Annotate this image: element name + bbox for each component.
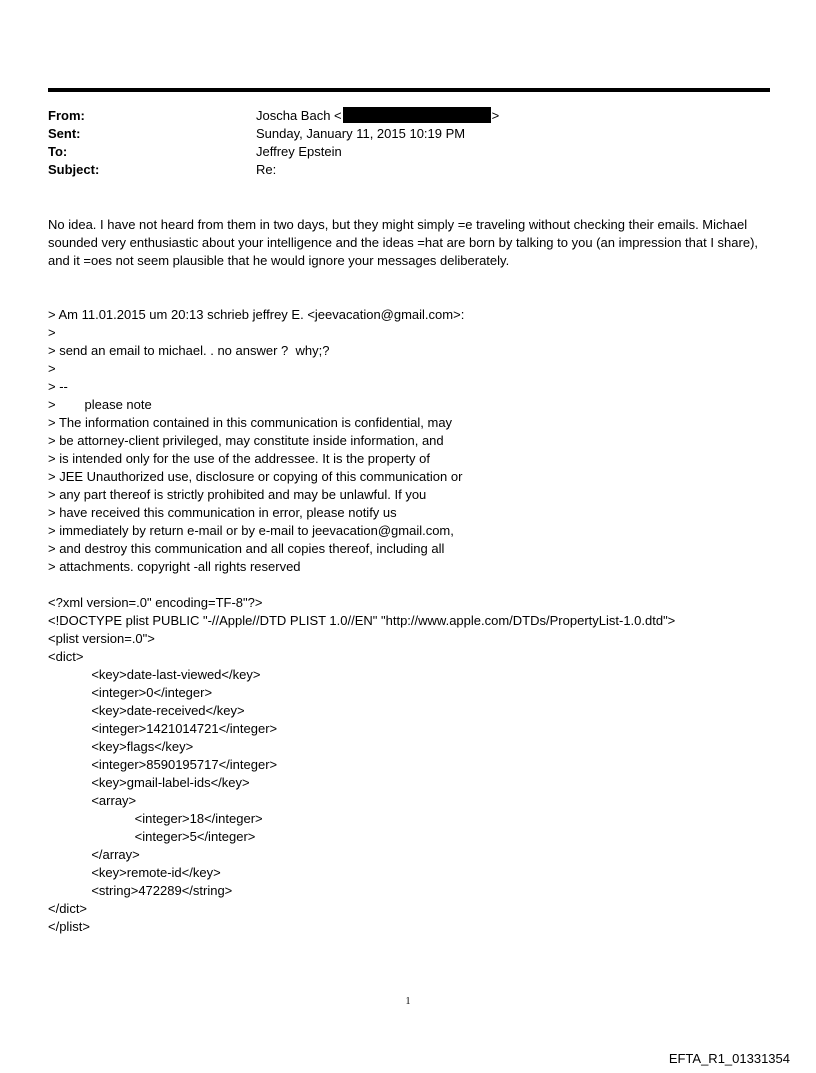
xml-line: <key>remote-id</key> bbox=[48, 865, 221, 880]
from-value bbox=[256, 107, 499, 125]
xml-line: </plist> bbox=[48, 919, 90, 934]
xml-line: </dict> bbox=[48, 901, 88, 916]
quoted-line: > bbox=[48, 325, 56, 340]
page-number: 1 bbox=[405, 996, 411, 1007]
xml-line: <key>flags</key> bbox=[48, 739, 194, 754]
quoted-line: > please note bbox=[48, 397, 152, 412]
quoted-line: > immediately by return e-mail or by e-mail to jeevacation@gmail.com, bbox=[48, 523, 454, 538]
quoted-line: > be attorney-client privileged, may constitute inside information, and bbox=[48, 433, 444, 448]
to-value: Jeffrey Epstein bbox=[256, 144, 342, 159]
plist-metadata bbox=[48, 594, 675, 936]
email-header bbox=[48, 107, 499, 179]
xml-line: <integer>1421014721</integer> bbox=[48, 721, 278, 736]
quoted-line: > have received this communication in error, please notify us bbox=[48, 505, 397, 520]
xml-line: <array> bbox=[48, 793, 137, 808]
redaction-box bbox=[343, 107, 491, 123]
xml-line: <key>gmail-label-ids</key> bbox=[48, 775, 250, 790]
from-close: > bbox=[491, 108, 500, 123]
xml-line: <integer>18</integer> bbox=[48, 811, 263, 826]
xml-line: <key>date-received</key> bbox=[48, 703, 245, 718]
quoted-line: > attachments. copyright -all rights reserved bbox=[48, 559, 301, 574]
sent-value: Sunday, January 11, 2015 10:19 PM bbox=[256, 126, 466, 141]
quoted-line: > JEE Unauthorized use, disclosure or copying of this communication or bbox=[48, 469, 463, 484]
xml-line: </array> bbox=[48, 847, 140, 862]
document-id: EFTA_R1_01331354 bbox=[668, 1051, 790, 1066]
sent-label: Sent: bbox=[48, 126, 81, 141]
xml-line: <key>date-last-viewed</key> bbox=[48, 667, 261, 682]
quoted-line: > send an email to michael. . no answer ? why;? bbox=[48, 343, 330, 358]
subject-row bbox=[48, 161, 499, 179]
quoted-line: > Am 11.01.2015 um 20:13 schrieb jeffrey E. <jeevacation@gmail.com>: bbox=[48, 307, 465, 322]
xml-line: <?xml version=.0" encoding=TF-8"?> bbox=[48, 595, 263, 610]
subject-label: Subject: bbox=[48, 162, 100, 177]
subject-value: Re: bbox=[256, 162, 277, 177]
xml-line: <plist version=.0"> bbox=[48, 631, 155, 646]
from-name: Joscha Bach < bbox=[256, 108, 342, 123]
message-body bbox=[48, 216, 770, 270]
quoted-message bbox=[48, 306, 464, 576]
quoted-line: > The information contained in this communication is confidential, may bbox=[48, 415, 453, 430]
xml-line: <integer>0</integer> bbox=[48, 685, 213, 700]
quoted-line: > is intended only for the use of the addressee. It is the property of bbox=[48, 451, 430, 466]
xml-line: <!DOCTYPE plist PUBLIC "-//Apple//DTD PLIST 1.0//EN" "http://www.apple.com/DTDs/PropertyList-1.0.dtd"> bbox=[48, 613, 676, 628]
xml-line: <integer>8590195717</integer> bbox=[48, 757, 278, 772]
to-row bbox=[48, 143, 499, 161]
to-label: To: bbox=[48, 144, 68, 159]
quoted-line: > any part thereof is strictly prohibited and may be unlawful. If you bbox=[48, 487, 427, 502]
sent-row bbox=[48, 125, 499, 143]
xml-line: <integer>5</integer> bbox=[48, 829, 256, 844]
xml-line: <dict> bbox=[48, 649, 84, 664]
quoted-line: > and destroy this communication and all copies thereof, including all bbox=[48, 541, 445, 556]
header-rule bbox=[48, 88, 770, 92]
xml-line: <string>472289</string> bbox=[48, 883, 233, 898]
quoted-line: > bbox=[48, 361, 56, 376]
body-paragraph: No idea. I have not heard from them in two days, but they might simply =e traveling without checking their emails. Michael sounded very enthusiastic about your intelligence and the ideas =hat are born by talking to you (an impression that I share), and it =oes not seem plausible that he would ignore your messages deliberately. bbox=[48, 217, 759, 268]
from-label: From: bbox=[48, 108, 85, 123]
quoted-line: > -- bbox=[48, 379, 68, 394]
from-row bbox=[48, 107, 499, 125]
